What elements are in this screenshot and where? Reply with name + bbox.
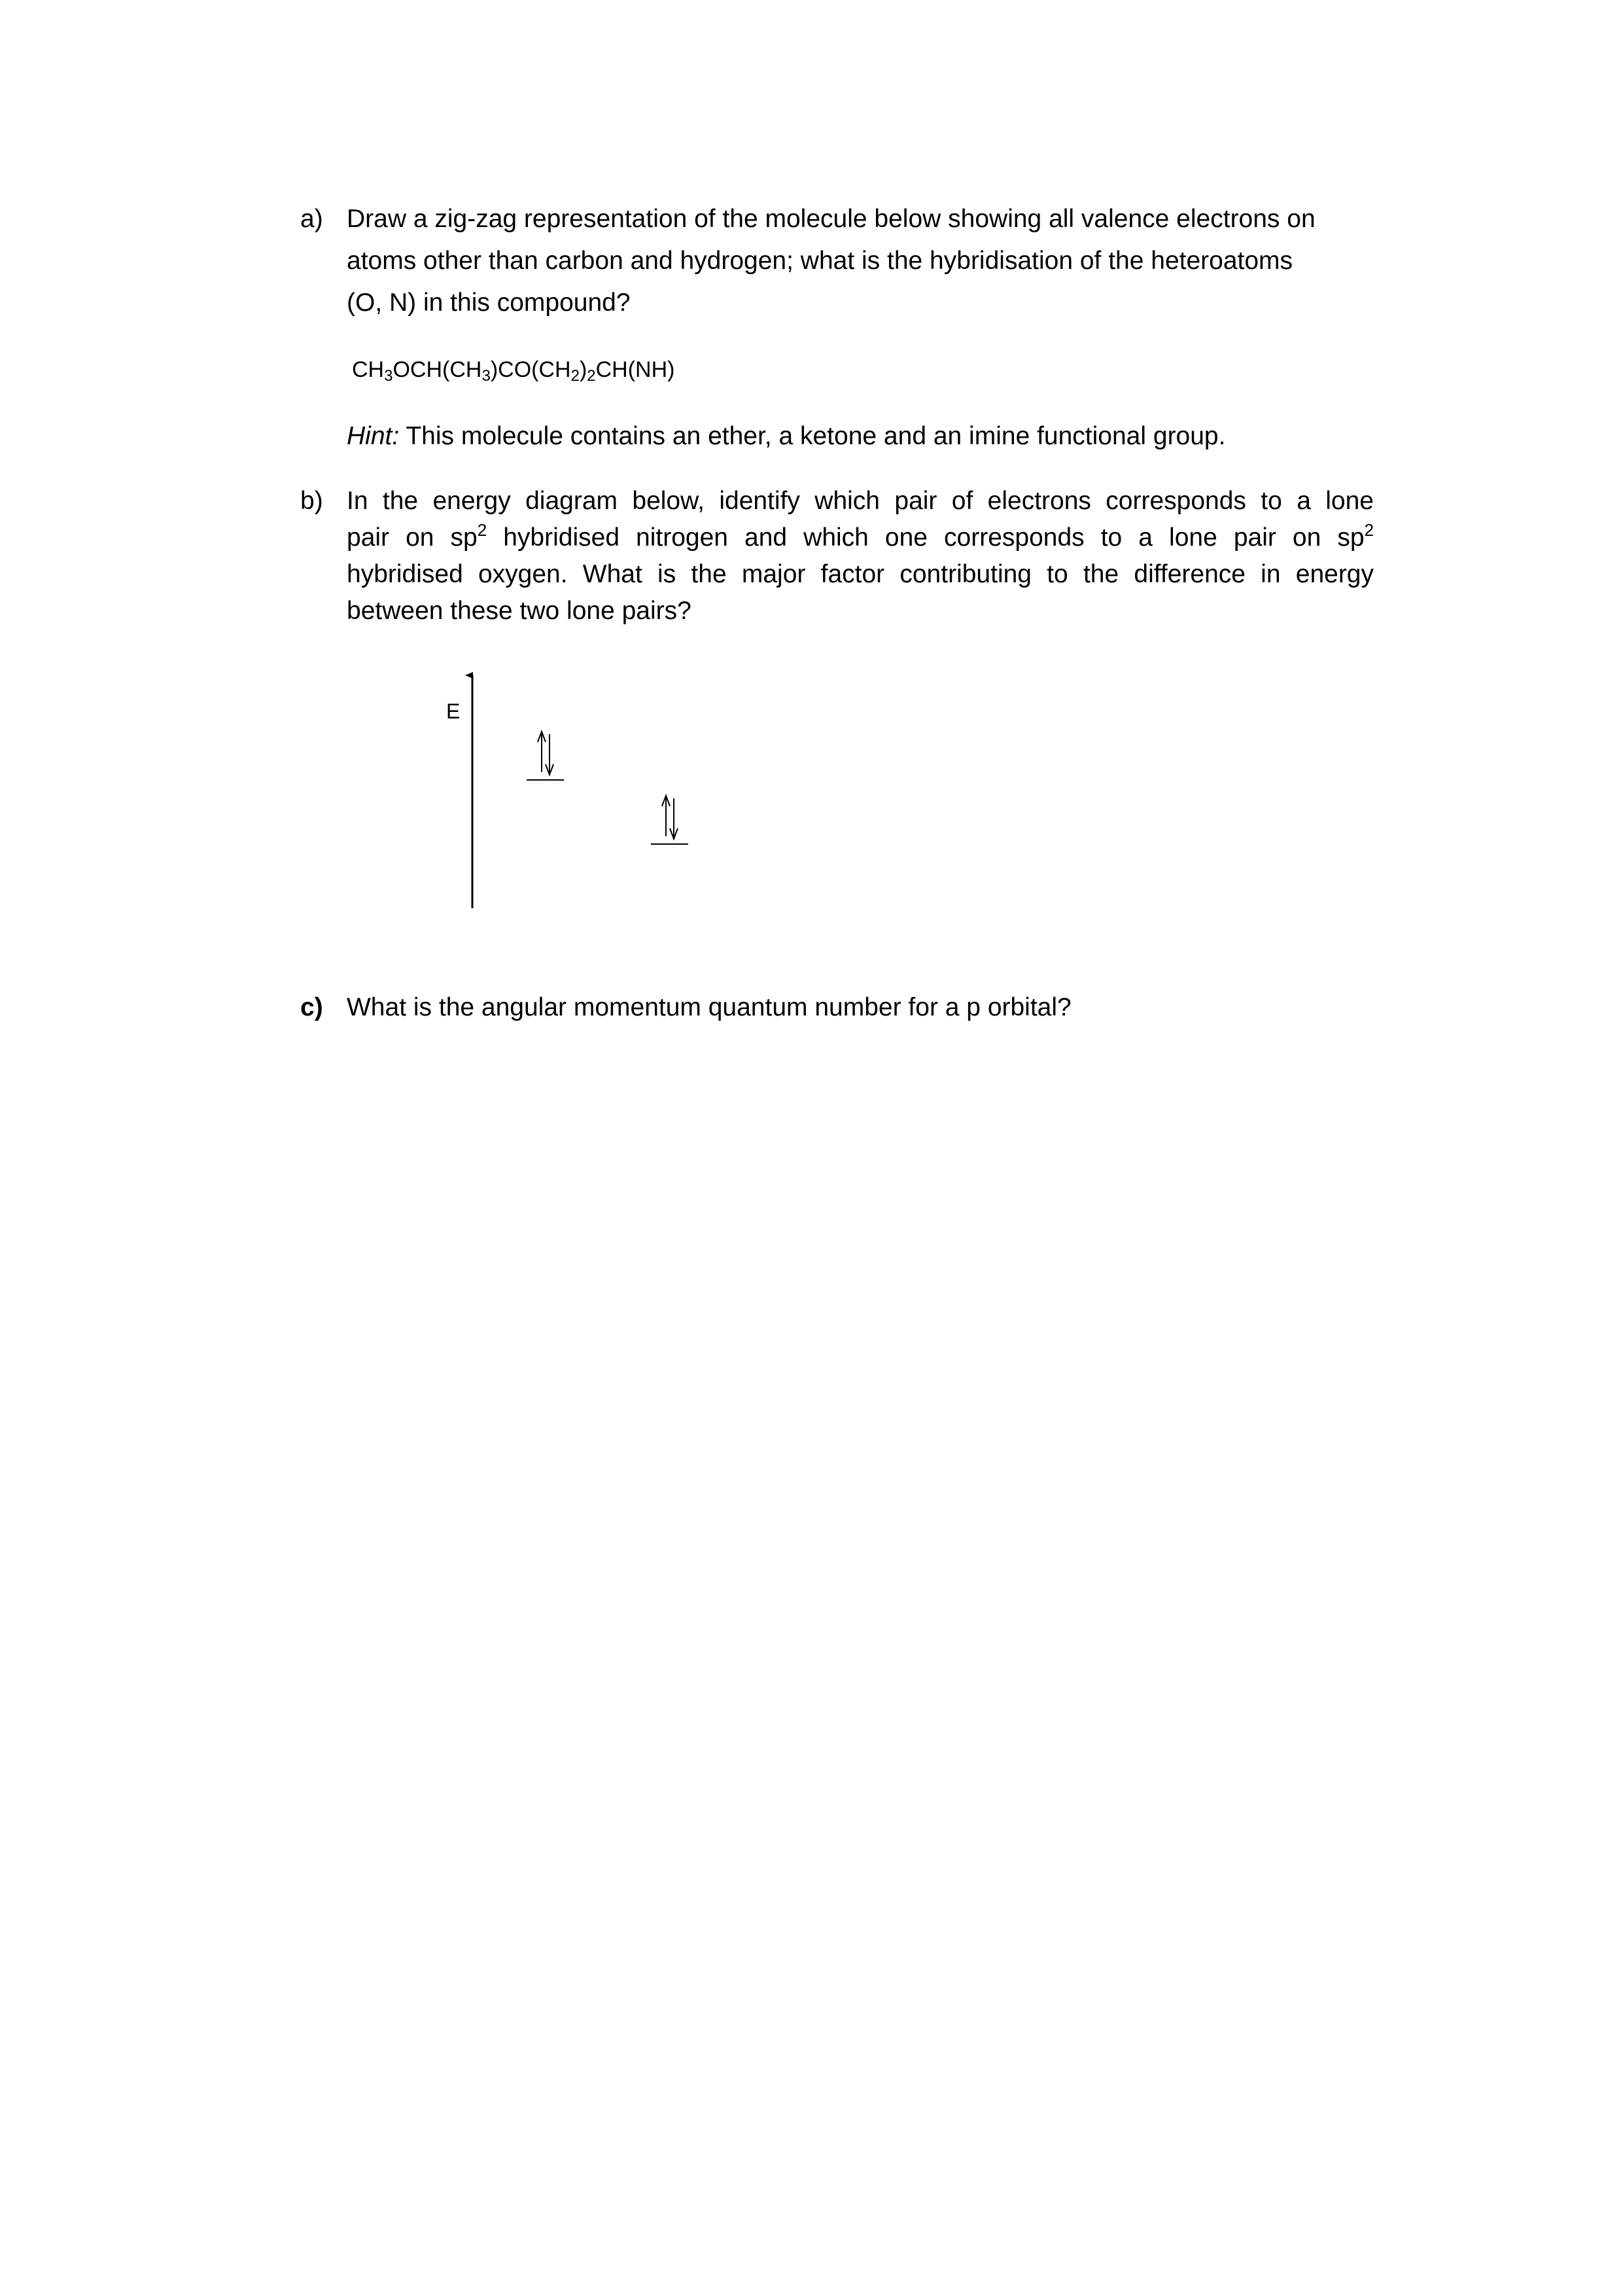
- superscript-2: 2: [477, 520, 487, 540]
- formula-segment: OCH(CH: [393, 357, 482, 382]
- formula-segment: ): [579, 357, 587, 382]
- part-b-line-3: hybridised oxygen. What is the major factor contributing to the difference in energy: [347, 560, 1374, 588]
- formula-segment: CH: [352, 357, 385, 382]
- molecule-formula: [352, 355, 674, 384]
- energy-axis-label: E: [446, 699, 461, 723]
- part-b-line-1: In the energy diagram below, identify which pair of electrons corresponds to a lone: [347, 487, 1374, 515]
- energy-level-low: [651, 796, 688, 844]
- formula-subscript: 2: [587, 367, 596, 385]
- superscript-2: 2: [1364, 520, 1374, 540]
- hint-text: This molecule contains an ether, a ketone and an imine functional group.: [399, 422, 1226, 450]
- part-b-label: b): [300, 487, 323, 515]
- part-b-line-2: [347, 521, 1374, 554]
- part-c-question: What is the angular momentum quantum number for a p orbital?: [347, 993, 1072, 1021]
- formula-segment: )CO(CH: [490, 357, 571, 382]
- energy-level-diagram: [393, 661, 759, 936]
- hint-line: [347, 420, 1374, 453]
- formula-segment: CH(NH): [595, 357, 675, 382]
- part-b-line-4: between these two lone pairs?: [347, 597, 691, 625]
- part-a-line-3: (O, N) in this compound?: [347, 289, 631, 317]
- part-a-line-1: Draw a zig-zag representation of the molecule below showing all valence electrons on: [347, 205, 1316, 233]
- part-c-label: c): [300, 993, 323, 1021]
- hint-label: Hint:: [347, 422, 400, 450]
- formula-subscript: 3: [384, 367, 393, 385]
- part-b-line-2a: pair on sp: [347, 523, 478, 552]
- part-a-label: a): [300, 205, 323, 233]
- part-a-line-2: atoms other than carbon and hydrogen; what is the hybridisation of the heteroatoms: [347, 247, 1293, 275]
- energy-level-high: [527, 732, 564, 780]
- formula-subscript: 3: [481, 367, 491, 385]
- part-b-line-2b: hybridised nitrogen and which one corresponds to a lone pair on sp: [487, 523, 1365, 552]
- formula-subscript: 2: [570, 367, 580, 385]
